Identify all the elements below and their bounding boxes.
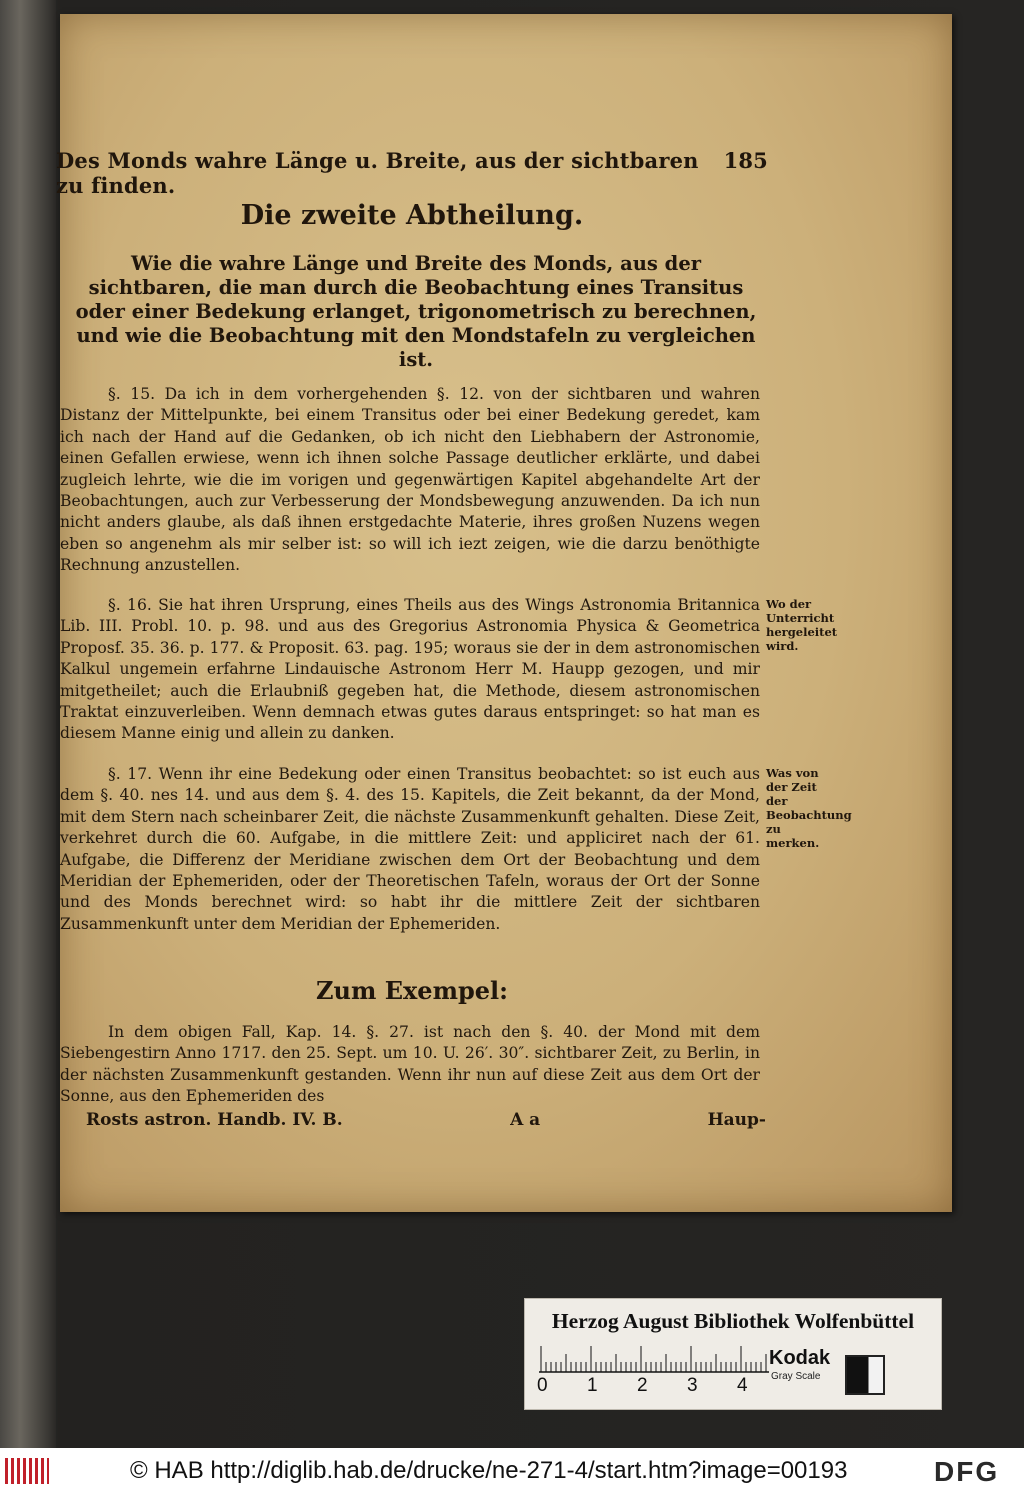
hab-logo-icon: [4, 1456, 50, 1486]
catchword: Haup-: [707, 1110, 766, 1130]
bottom-bar: [0, 1448, 1024, 1494]
margin-note-17: Was von der Zeit der Beobachtung zu merken.: [766, 766, 852, 850]
margin-note-16: Wo der Unterricht hergeleitet wird.: [766, 597, 838, 653]
kodak-brand: Kodak: [769, 1347, 831, 1369]
library-color-card: [524, 1298, 942, 1410]
paragraph-17-text: §. 17. Wenn ihr eine Bedekung oder einen Transitus beobachtet: so ist euch aus dem §. 40. nes 14. und aus dem §. 4. des 15. Kapitels, die Zeit bekannt, da der Mond, mit dem Stern nach scheinbarer Zeit, die nächste Zusammenkunft gehalten. Diese Zeit, verkehret durch die 60. Aufgabe, in die mittlere Zeit: und appliciret nach der 61. Aufgabe, die Differenz der Meridiane zwischen dem Ort der Beobachtung und dem Meridian der Ephemeriden, oder der Theoretischen Tafeln, woraus der Ort der Sonne und des Monds berechnet wird: so habt ihr die mittlere Zeit der sichtbaren Zusammenkunft unter dem Meridian der Ephemeriden.: [60, 765, 760, 933]
copyright-link[interactable]: © HAB http://diglib.hab.de/drucke/ne-271-4/start.htm?image=00193: [130, 1457, 848, 1484]
paragraph-16: [60, 595, 760, 745]
gray-scale-label: Gray Scale: [771, 1371, 821, 1382]
paragraph-15: [60, 384, 760, 577]
ruler-number: 3: [687, 1375, 698, 1396]
running-head: [56, 148, 768, 198]
section-subtitle: Wie die wahre Länge und Breite des Monds, aus der sichtbaren, die man durch die Beobachtung eines Transitus oder einer Bedekung erlanget, trigonometrisch zu berechnen, und wie die Beobachtung mit den Mondstafeln zu vergleichen ist.: [75, 252, 757, 371]
running-head-title: Des Monds wahre Länge u. Breite, aus der sichtbaren zu finden.: [56, 148, 699, 198]
paragraph-16-text: §. 16. Sie hat ihren Ursprung, eines Theils aus des Wings Astronomia Britannica Lib. III. Probl. 10. p. 98. und aus des Gregorius Astronomia Physica & Geometrica Proposf. 35. 36. p. 177. & Proposit. 63. pag. 195; woraus sie der in dem astronomischen Kalkul ungemein erfahrne Lindauische Astronom Herr M. Haupp gezogen, und mir mitgetheilet; auch die Erlaubniß gegeben hat, die Methode, diesem astronomischen Traktat einzuverleiben. Wenn demnach etwas gutes daraus entspringet: so hat man es diesem Manne einig und allein zu danken.: [60, 596, 760, 743]
example-paragraph: [60, 1022, 760, 1108]
ruler-number: 0: [537, 1375, 548, 1396]
page-number: 185: [723, 148, 768, 173]
ruler-number: 2: [637, 1375, 648, 1396]
paragraph-17: [60, 764, 760, 935]
ruler-numbers: [535, 1375, 785, 1399]
example-text: In dem obigen Fall, Kap. 14. §. 27. ist nach den §. 40. der Mond mit dem Siebengestirn Anno 1717. den 25. Sept. um 10. U. 26′. 30″. sichtbarer Zeit, zu Berlin, in der nächsten Zusammenkunft gestanden. Wenn ihr nun auf diese Zeit aus dem Ort der Sonne, aus den Ephemeriden des: [60, 1023, 760, 1106]
ruler-number: 4: [737, 1375, 748, 1396]
paragraph-15-text: §. 15. Da ich in dem vorhergehenden §. 12. von der sichtbaren und wahren Distanz der Mittelpunkte, bei einem Transitus oder bei einer Bedekung geredet, kam ich nach der Hand auf die Gedanken, ob ich nicht den Liebhabern der Astronomie, einen Gefallen erwiese, wenn ich ihnen solche Passage deutlicher erklärte, und dabei zugleich lehrte, wie die im vorigen und gegenwärtigen Kapitel abgehandelte Art der Beobachtungen, auch zur Verbesserung der Mondsbewegung anzuwenden. Da ich nun nicht anders glaube, als daß ihnen erstgedachte Materie, ihres großen Nuzens wegen eben so angenehm als mir selber ist: so will ich iezt zeigen, wie die darzu benöthigte Rechnung anzustellen.: [60, 385, 760, 575]
ruler-number: 1: [587, 1375, 598, 1396]
library-name: Herzog August Bibliothek Wolfenbüttel: [551, 1309, 915, 1333]
example-heading: Zum Exempel:: [315, 976, 508, 1005]
previous-page-edge: [0, 0, 56, 1448]
section-title: Die zweite Abtheilung.: [240, 200, 584, 231]
ruler-scale-icon: [539, 1345, 769, 1373]
gray-patch: [845, 1355, 885, 1395]
dfg-logo: DFG: [934, 1456, 1000, 1487]
signature-mark: A a: [510, 1110, 541, 1130]
signature-left: Rosts astron. Handb. IV. B.: [86, 1110, 343, 1130]
page-footer: [86, 1110, 766, 1130]
